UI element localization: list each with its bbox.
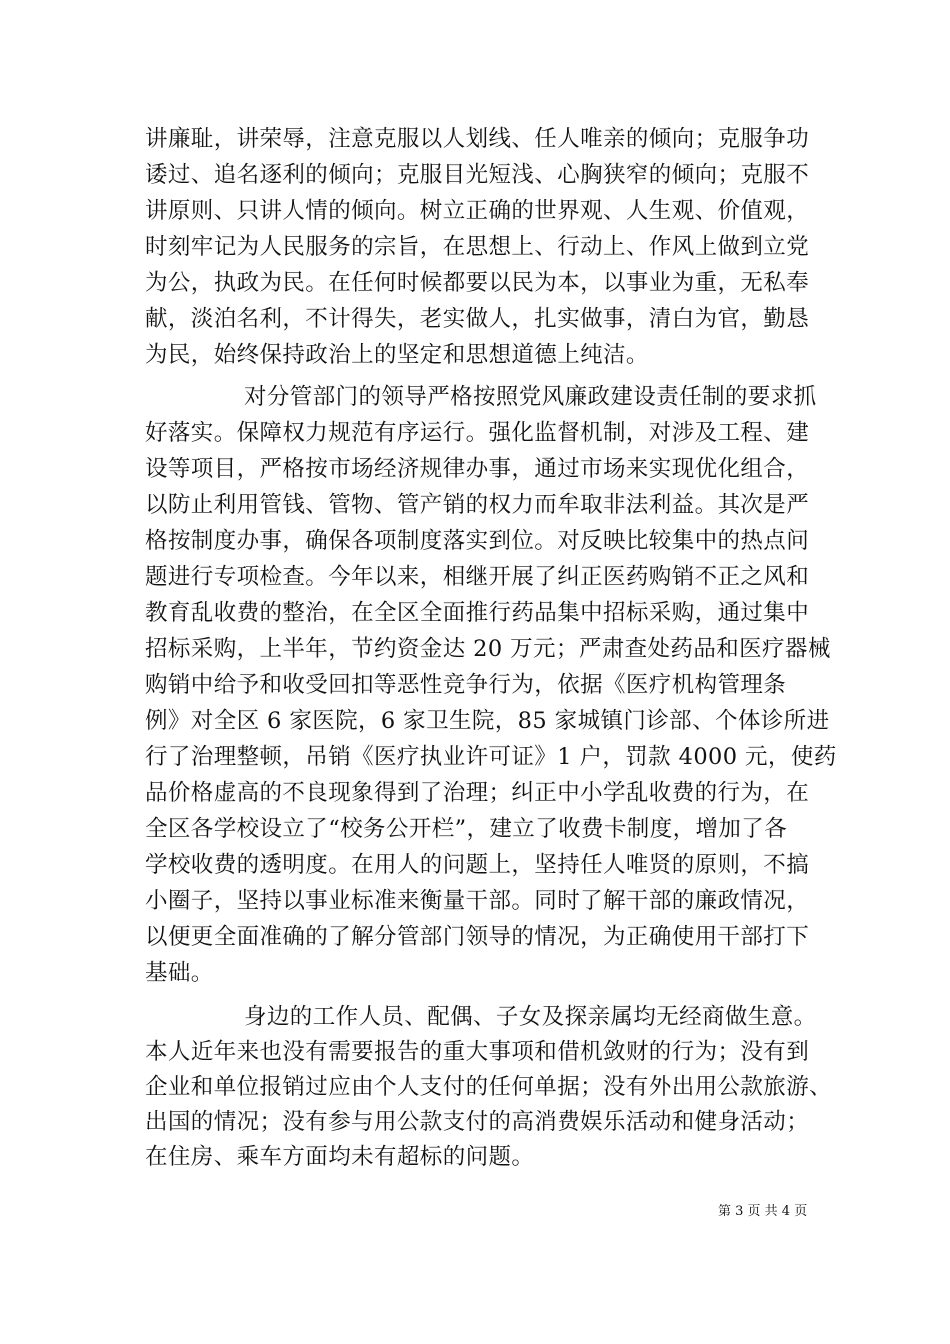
text-line: 诿过、追名逐利的倾向；克服目光短浅、心胸狭窄的倾向；克服不 xyxy=(145,162,810,188)
text-line: 购销中给予和收受回扣等恶性竞争行为，依据《医疗机构管理条 xyxy=(145,672,787,698)
text-line: 格按制度办事，确保各项制度落实到位。对反映比较集中的热点问 xyxy=(145,528,810,554)
text-line: 教育乱收费的整治，在全区全面推行药品集中招标采购，通过集中 xyxy=(145,600,810,626)
text-line: 品价格虚高的不良现象得到了治理；纠正中小学乱收费的行为，在 xyxy=(145,780,810,806)
text-line: 全区各学校设立了“校务公开栏”，建立了收费卡制度，增加了各 xyxy=(145,816,788,842)
text-line: 基础。 xyxy=(145,960,214,986)
text-line: 题进行专项检查。今年以来，相继开展了纠正医药购销不正之风和 xyxy=(145,564,810,590)
text-line: 时刻牢记为人民服务的宗旨，在思想上、行动上、作风上做到立党 xyxy=(145,234,810,260)
text-line: 讲原则、只讲人情的倾向。树立正确的世界观、人生观、价值观， xyxy=(145,198,810,224)
text-line: 出国的情况；没有参与用公款支付的高消费娱乐活动和健身活动； xyxy=(145,1109,810,1135)
text-line: 以防止利用管钱、管物、管产销的权力而牟取非法利益。其次是严 xyxy=(145,492,810,518)
text-line: 献，淡泊名利，不计得失，老实做人，扎实做事，清白为官，勤恳 xyxy=(145,306,810,332)
page-number-footer: 第 3 页 共 4 页 xyxy=(718,1204,808,1219)
text-line: 好落实。保障权力规范有序运行。强化监督机制，对涉及工程、建 xyxy=(145,420,810,446)
paragraph-first-line: 对分管部门的领导严格按照党风廉政建设责任制的要求抓 xyxy=(244,384,817,410)
text-line: 行了治理整顿，吊销《医疗执业许可证》1 户，罚款 4000 元，使药 xyxy=(145,744,837,770)
text-line: 学校收费的透明度。在用人的问题上，坚持任人唯贤的原则，不搞 xyxy=(145,852,810,878)
text-line: 本人近年来也没有需要报告的重大事项和借机敛财的行为；没有到 xyxy=(145,1039,810,1065)
text-line: 小圈子，坚持以事业标准来衡量干部。同时了解干部的廉政情况， xyxy=(145,888,810,914)
text-line: 以便更全面准确的了解分管部门领导的情况，为正确使用干部打下 xyxy=(145,924,810,950)
text-line: 为民，始终保持政治上的坚定和思想道德上纯洁。 xyxy=(145,342,649,368)
text-line: 企业和单位报销过应由个人支付的任何单据；没有外出用公款旅游、 xyxy=(145,1074,833,1100)
text-line: 在住房、乘车方面均未有超标的问题。 xyxy=(145,1144,535,1170)
text-line: 为公，执政为民。在任何时候都要以民为本，以事业为重，无私奉 xyxy=(145,270,810,296)
paragraph-first-line: 身边的工作人员、配偶、子女及探亲属均无经商做生意。 xyxy=(244,1004,817,1030)
text-line: 例》对全区 6 家医院，6 家卫生院，85 家城镇门诊部、个体诊所进 xyxy=(145,708,830,734)
text-line: 设等项目，严格按市场经济规律办事，通过市场来实现优化组合， xyxy=(145,456,810,482)
text-line: 讲廉耻，讲荣辱，注意克服以人划线、任人唯亲的倾向；克服争功 xyxy=(145,126,810,152)
text-line: 招标采购，上半年，节约资金达 20 万元；严肃查处药品和医疗器械 xyxy=(145,636,831,662)
